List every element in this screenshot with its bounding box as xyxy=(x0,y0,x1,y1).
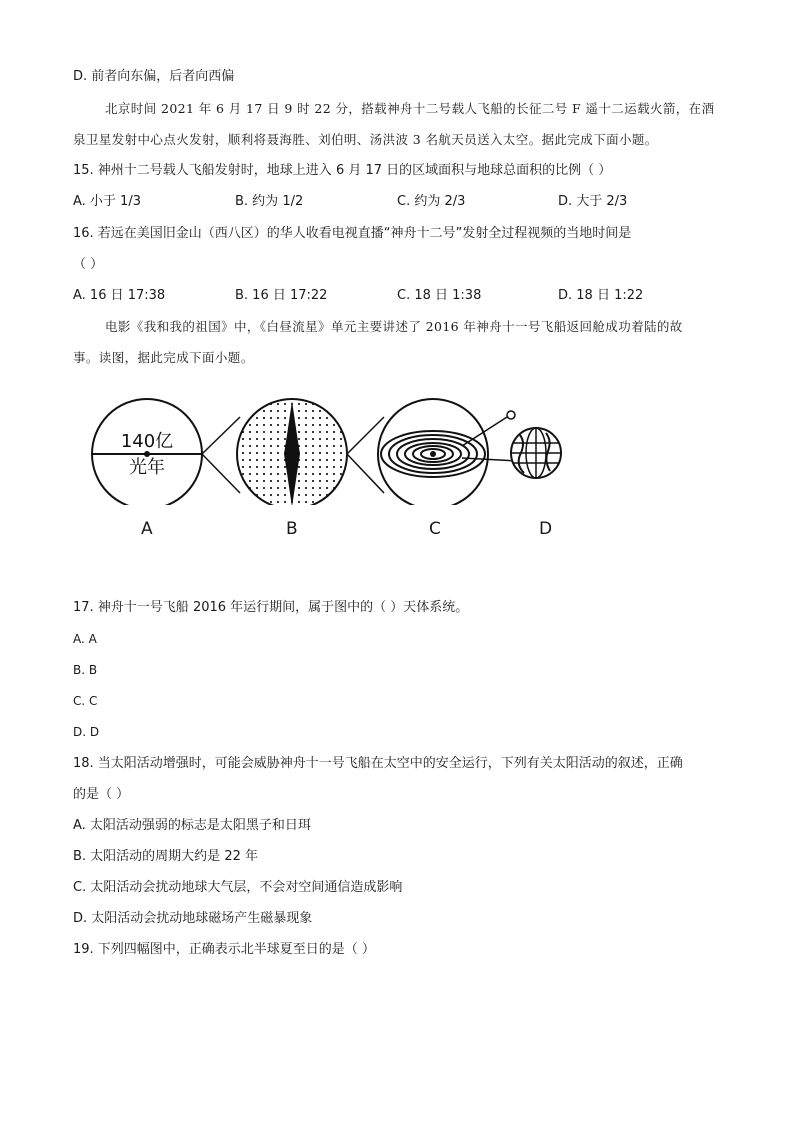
q18-option-a: A. 太阳活动强弱的标志是太阳黑子和日珥 xyxy=(73,818,311,833)
q15-stem: 15. 神州十二号载人飞船发射时，地球上进入 6 月 17 日的区域面积与地球总面积的比例（ ） xyxy=(73,163,612,178)
q15-option-d: D. 大于 2/3 xyxy=(558,194,628,209)
circle-b xyxy=(237,399,347,505)
figure-label-a: A xyxy=(141,519,153,539)
q18-option-c: C. 太阳活动会扰动地球大气层，不会对空间通信造成影响 xyxy=(73,880,403,895)
q15-option-b: B. 约为 1/2 xyxy=(235,194,304,209)
intro1-line1: 北京时间 2021 年 6 月 17 日 9 时 22 分，搭载神舟十二号载人飞船的长征二号 F 遥十二运载火箭，在酒 xyxy=(105,101,715,116)
figure-label-d: D xyxy=(539,519,553,539)
q16-stem-line2: （ ） xyxy=(73,257,104,272)
q17-option-d: D. D xyxy=(73,725,100,739)
q15-option-a: A. 小于 1/3 xyxy=(73,194,141,209)
q16-option-a: A. 16 日 17:38 xyxy=(73,288,166,303)
q18-option-d: D. 太阳活动会扰动地球磁场产生磁暴现象 xyxy=(73,911,313,926)
q17-option-c: C. C xyxy=(73,694,98,708)
circle-c xyxy=(378,399,488,505)
figure-drawing xyxy=(80,395,580,505)
circle-d xyxy=(511,428,561,478)
moon-icon xyxy=(507,411,515,419)
q14-option-d: D. 前者向东偏，后者向西偏 xyxy=(73,69,235,84)
connector-ab-bottom xyxy=(202,454,240,493)
q17-option-a: A. A xyxy=(73,632,97,646)
q16-option-c: C. 18 日 1:38 xyxy=(397,288,482,303)
q18-stem-line1: 18. 当太阳活动增强时，可能会威胁神舟十一号飞船在太空中的安全运行，下列有关太阳活动的叙述，正确 xyxy=(73,756,683,771)
figure-label-b: B xyxy=(286,519,298,539)
intro1-line2: 泉卫星发射中心点火发射，顺利将聂海胜、刘伯明、汤洪波 3 名航天员送入太空。据此完成下面小题。 xyxy=(73,132,658,147)
circle-a xyxy=(92,399,202,505)
circle-a-text-2: 光年 xyxy=(129,457,165,478)
q16-option-b: B. 16 日 17:22 xyxy=(235,288,328,303)
q19-stem: 19. 下列四幅图中，正确表示北半球夏至日的是（ ） xyxy=(73,942,375,957)
q17-stem: 17. 神舟十一号飞船 2016 年运行期间，属于图中的（ ）天体系统。 xyxy=(73,600,469,615)
q16-stem-line1: 16. 若远在美国旧金山（西八区）的华人收看电视直播“神舟十二号”发射全过程视频的当地时间是 xyxy=(73,226,632,241)
q18-stem-line2: 的是（ ） xyxy=(73,787,130,802)
figure-label-c: C xyxy=(429,519,441,539)
circle-a-text-1: 140亿 xyxy=(120,431,174,452)
q17-option-b: B. B xyxy=(73,663,98,677)
q16-option-d: D. 18 日 1:22 xyxy=(558,288,644,303)
celestial-systems-figure xyxy=(80,395,580,550)
intro2-line2: 事。读图，据此完成下面小题。 xyxy=(73,350,254,365)
q18-option-b: B. 太阳活动的周期大约是 22 年 xyxy=(73,849,258,864)
connector-ab-top xyxy=(202,417,240,454)
intro2-line1: 电影《我和我的祖国》中，《白昼流星》单元主要讲述了 2016 年神舟十一号飞船返回舱成功着陆的故 xyxy=(105,319,683,334)
q15-option-c: C. 约为 2/3 xyxy=(397,194,466,209)
